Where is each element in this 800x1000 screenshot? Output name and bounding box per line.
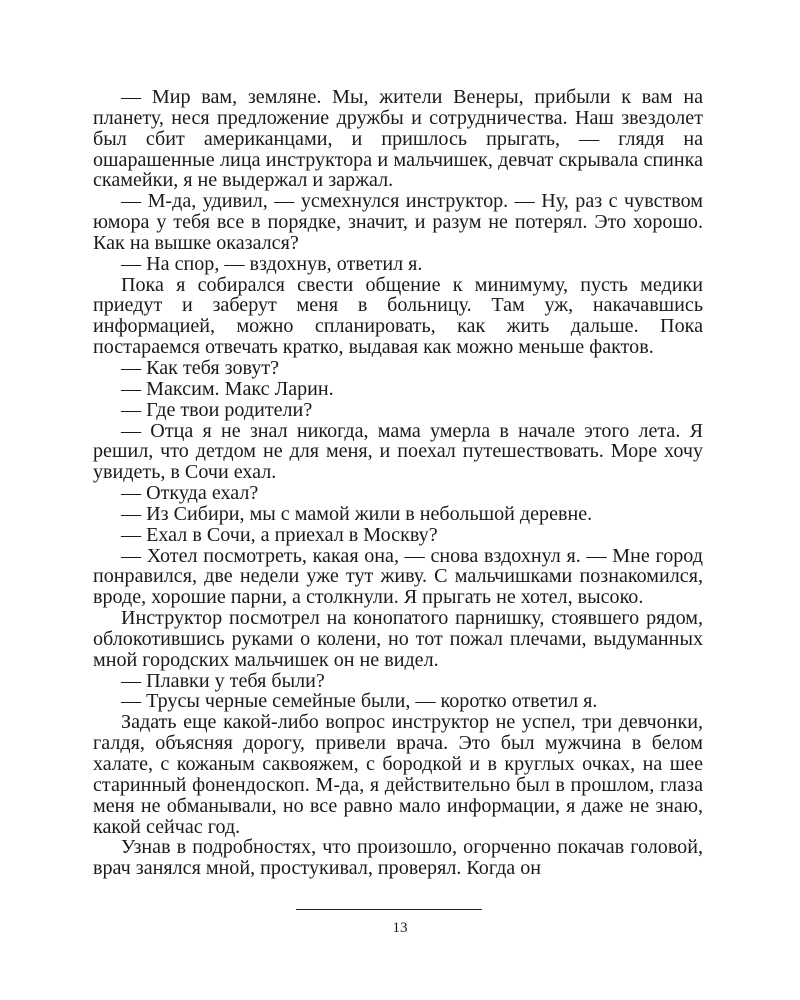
paragraph-12: — Хотел посмотреть, какая она, — снова вздохнул я. — Мне город понравился, две недели уже тут живу. С мальчишками познакомился, вроде, хорошие парни, а столкнули. Я прыгать не хотел, высоко. (93, 544, 703, 609)
paragraph-10: — Из Сибири, мы с мамой жили в небольшой деревне. (121, 502, 593, 525)
paragraph-8: — Отца я не знал никогда, мама умерла в начале этого лета. Я решил, что детдом не для меня, и поехал путешествовать. Море хочу увидеть, в Сочи ехал. (93, 419, 703, 484)
paragraph-2: — М-да, удивил, — усмехнулся инструктор. — Ну, раз с чувством юмора у тебя все в порядке, значит, и разум не потерял. Это хорошо. Как на вышке оказался? (93, 190, 703, 254)
paragraph-7: — Где твои родители? (121, 398, 313, 421)
page-body (93, 87, 703, 879)
paragraph-5: — Как тебя зовут? (121, 356, 280, 379)
paragraph-4: Пока я собирался свести общение к минимуму, пусть медики приедут и заберут меня в больницу. Там уж, накачавшись информацией, можно спланировать, как жить дальше. Пока постараемся отвечать кратко, выдавая как можно меньше фактов. (93, 273, 703, 359)
paragraph-14: — Плавки у тебя были? (121, 669, 325, 692)
footer-rule (296, 909, 482, 910)
paragraph-15: — Трусы черные семейные были, — коротко ответил я. (121, 690, 598, 713)
paragraph-17: Узнав в подробностях, что произошло, огорченно покачав головой, врач занялся мной, простукивал, проверял. Когда он (93, 836, 703, 880)
paragraph-3: — На спор, — вздохнув, ответил я. (121, 252, 423, 275)
page-number: 13 (392, 920, 408, 936)
paragraph-1: — Мир вам, земляне. Мы, жители Венеры, прибыли к вам на планету, неся предложение дружбы и сотрудничества. Наш звездолет был сбит американцами, и пришлось прыгать, — глядя на ошарашенные лица инструктора и мальчишек, девчат скрывала спинка скамейки, я не выдержал и заржал. (93, 86, 703, 192)
paragraph-6: — Максим. Макс Ларин. (121, 377, 334, 400)
paragraph-9: — Откуда ехал? (121, 482, 259, 505)
paragraph-11: — Ехал в Сочи, а приехал в Москву? (121, 523, 438, 546)
paragraph-16: Задать еще какой-либо вопрос инструктор не успел, три девчонки, галдя, объясняя дорогу, привели врача. Это был мужчина в белом халате, с кожаным саквояжем, с бородкой и в круглых очках, на шее старинный фонендоскоп. М-да, я действительно был в прошлом, глаза меня не обманывали, но все равно мало информации, я даже не знаю, какой сейчас год. (93, 711, 703, 838)
paragraph-13: Инструктор посмотрел на конопатого парнишку, стоявшего рядом, облокотившись руками о колени, но тот пожал плечами, выдуманных мной городских мальчишек он не видел. (93, 607, 703, 671)
